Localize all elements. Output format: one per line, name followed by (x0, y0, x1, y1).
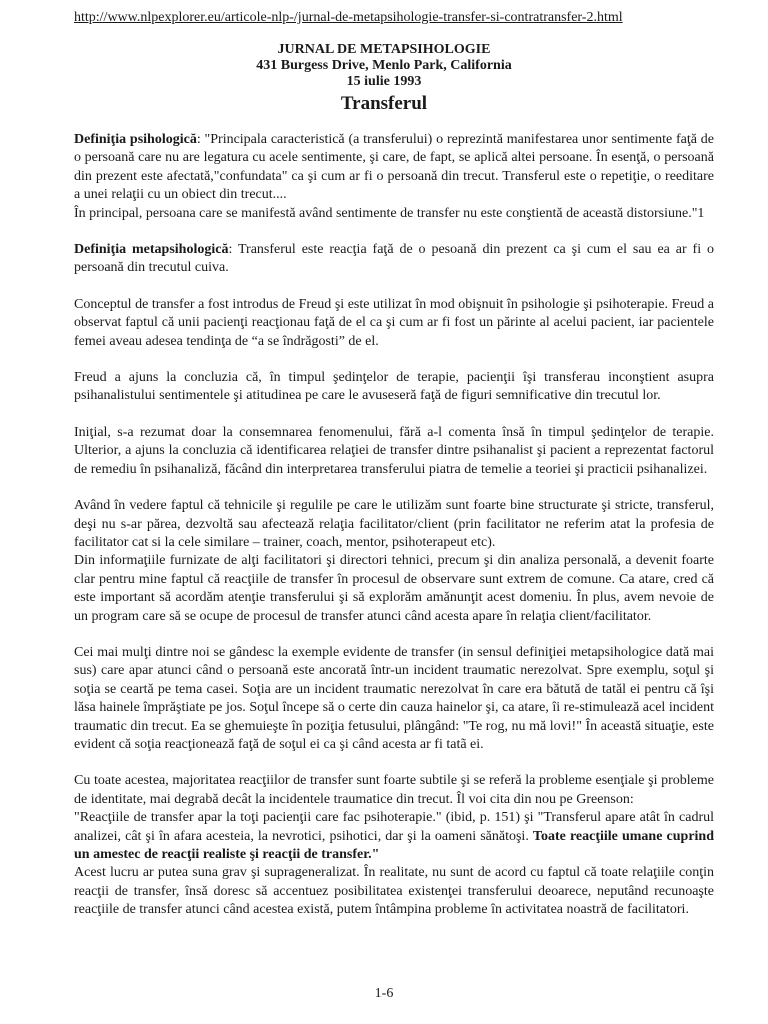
paragraph-metapsychological-definition (74, 241, 714, 278)
psychological-definition-label: Definiţia psihologică (74, 132, 197, 147)
journal-date: 15 iulie 1993 (346, 74, 422, 89)
paragraph: Cei mai mulţi dintre noi se gândesc la exemple evidente de transfer (in sensul definiţiei metapsihologice dată mai sus) care apar atunci când o persoană este ancorată într-un incident traumatic nerezolvat. Spre exemplu, soţul şi soţia se ceartă pe tema casei. Soţia are un incident traumatic nerezolvat în care era bătută de tatăl ei pentru că îşi lăsa hainele împrăştiate pe jos. Soţul începe să o certe din cauza hainelor şi, ca atare, îi re-stimulează acel incident traumatic din trecut. Ea se ghemuieşte în poziţia fetusului, plângând: "Te rog, nu mă lovi!" În această situaţie, este evident că soţia reacţionează faţă de soţul ei ca şi când acesta ar fi tatã ei. (74, 644, 714, 752)
paragraph: Iniţial, s-a rezumat doar la consemnarea fenomenului, fără a-l comenta însă în timpul şedinţelor de terapie. Ulterior, a ajuns la concluzia că identificarea relaţiei de transfer dintre psihanalist şi pacient a reprezentat factorul de remediu în psihanaliză, făcând din interpretarea transferului piatra de temelie a teoriei şi practicii psihanalizei. (74, 424, 714, 477)
quote-bold-text: Toate reacţiile umane cuprind un amestec de reacţii realiste şi reacţii de transfer." (74, 828, 714, 862)
metapsychological-definition-label: Definiţia metapsihologică (74, 242, 229, 258)
paragraph: Acest lucru ar putea suna grav şi suprageneralizat. În realitate, nu sunt de acord cu faptul că toate relaţiile conţin reacţii de transfer, însă doresc să accentuez posibilitatea existenţei transferului deoarece, neputând recunoaşte reacţiile de transfer atunci când acestea există, putem întâmpina probleme în activitatea noastră de facilitatori. (74, 865, 714, 918)
paragraph: Cu toate acestea, majoritatea reacţiilor de transfer sunt foarte subtile şi se referă la probleme esenţiale şi probleme de identitate, mai degrabă decât la incidentele traumatice din trecut. Îl voi cita din nou pe Greenson: (74, 773, 714, 807)
paragraph: Având în vedere faptul că tehnicile şi regulile pe care le utilizăm sunt foarte bine structurate şi stricte, transferul, deşi nu s-ar părea, dezvoltă sau afectează relaţia facilitator/client (prin facilitator ne referim atat la profesia de facilitator cat si la cele similare – trainer, coach, mentor, psihoterapeut etc). (74, 498, 714, 550)
paragraph-quote (74, 809, 714, 864)
article-title: Transferul (340, 93, 428, 114)
psychological-definition-text: : "Principala caracteristică (a transferului) o reprezintă manifestarea unor sentimente faţă de o persoană care nu are legatura cu acele sentimente, şi care, de fapt, se aplică altei persoane. În esenţă, o persoană din prezent este afectată,"confundata" ca şi cum ar fi o persoană din trecut. Transferul este o repetiţie, o reeditare a unei relaţii cu un obiect din trecut.... (74, 132, 714, 203)
source-url-link[interactable]: http://www.nlpexplorer.eu/articole-nlp-/jurnal-de-metapsihologie-transfer-si-contratransfer-2.html (74, 10, 623, 25)
metapsychological-definition-text: : Transferul este reacţia faţă de o pesoană din prezent ca şi cum el sau ea ar fi o persoană din trecutul cuiva. (74, 242, 714, 276)
journal-name: JURNAL DE METAPSIHOLOGIE (277, 42, 491, 57)
document-header (0, 42, 768, 116)
quote-text: "Reacţiile de transfer apar la toţi pacienţii care fac psihoterapie." (ibid, p. 151) şi "Transferul apare atât în cadrul analizei, cât şi în afara acesteia, la nevrotici, psihotici, dar şi la oameni sănătoşi. (74, 810, 714, 844)
paragraph: În principal, persoana care se manifestă având sentimente de transfer nu este conştientă de această distorsiune."1 (74, 205, 705, 221)
journal-address: 431 Burgess Drive, Menlo Park, California (256, 58, 512, 73)
paragraph: Freud a ajuns la concluzia că, în timpul şedinţelor de terapie, pacienţii îşi transferau inconştient asupra psihanalistului sentimentele şi atitudinea pe care le avuseseră faţă de figuri semnificative din trecutul lor. (74, 370, 714, 404)
article-body (74, 131, 714, 920)
paragraph: Conceptul de transfer a fost introdus de Freud şi este utilizat în mod obişnuit în psihologie şi psihoterapie. Freud a observat faptul că unii pacienţi reacţionau faţă de el ca şi cum ar fi fost un părinte al acelui pacient, iar pacientele femei aveau adesea tendinţa de “a se îndrăgosti” de el. (74, 296, 714, 349)
paragraph-psychological-definition (74, 131, 714, 205)
paragraph: Din informaţiile furnizate de alţi facilitatori şi directori tehnici, precum şi din analiza personală, a devenit foarte clar pentru mine faptul că reacţiile de transfer în procesul de observare sunt extrem de comune. Ca atare, cred că este important să acordăm atenţie transferului şi să explorăm amănunţit acest domeniu. În plus, avem nevoie de un program care să se ocupe de procesul de transfer atunci când acesta apare în relaţia client/facilitator. (74, 553, 714, 624)
page-number: 1-6 (374, 986, 394, 1001)
